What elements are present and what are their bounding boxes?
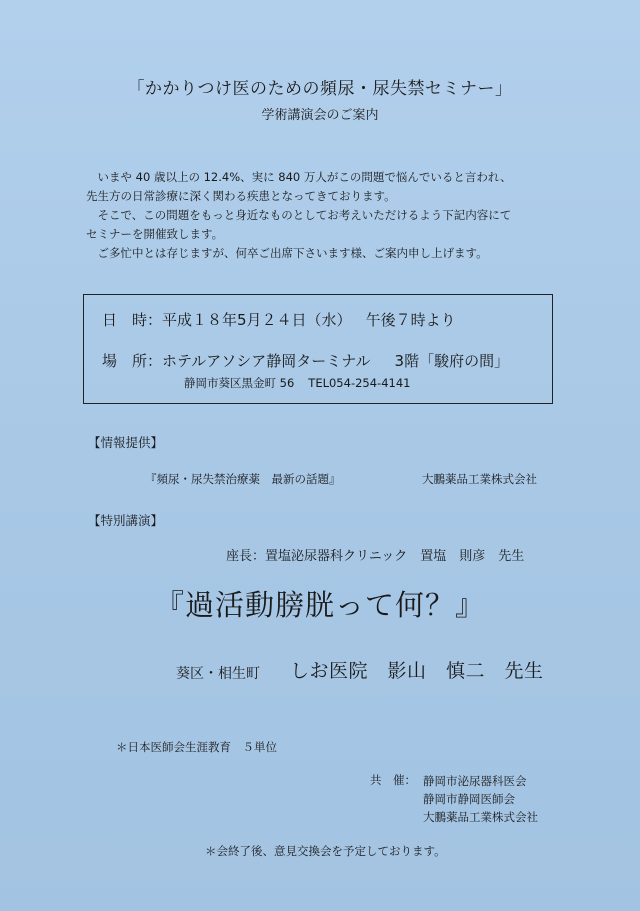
place-room: 3階「駿府の間」 <box>394 352 510 370</box>
time-value: 午後７時より <box>365 311 456 329</box>
footer-note: ＊会終了後、意見交換会を予定しております。 <box>205 844 446 858</box>
intro-line: セミナーを開催致します。 <box>86 227 224 241</box>
lecturer-name: しお医院 影山 慎二 先生 <box>290 660 544 682</box>
cme-credit: ＊日本医師会生涯教育 ５単位 <box>116 740 277 754</box>
cohost-label: 共 催： <box>370 773 416 787</box>
info-topic: 『頻尿・尿失禁治療薬 最新の話題』 <box>145 472 341 486</box>
intro-line: いまや 40 歳以上の 12.4%、実に 840 万人がこの問題で悩んでいると言われ、 <box>86 170 512 184</box>
address-row <box>184 375 410 391</box>
date-value: 平成１８年5月２４日（水） <box>162 311 352 329</box>
info-heading: 【情報提供】 <box>88 435 164 450</box>
intro-line: 先生方の日常診療に深く関わる疾患となってきております。 <box>86 189 396 203</box>
intro-line: ご多忙中とは存じますが、何卒ご出席下さいます様、ご案内申し上げます。 <box>86 246 488 260</box>
seminar-title: 「かかりつけ医のための頻尿・尿失禁セミナー」 <box>127 79 513 99</box>
info-company: 大鵬薬品工業株式会社 <box>422 472 537 486</box>
cohost-item: 静岡市静岡医師会 <box>423 792 515 806</box>
cohost-list <box>423 772 538 826</box>
lecturer-area: 葵区・相生町 <box>176 666 260 682</box>
address: 静岡市葵区黒金町 56 <box>184 376 295 390</box>
lecture-title: 『過活動膀胱って何？』 <box>154 588 485 622</box>
cohost-item: 大鵬薬品工業株式会社 <box>423 810 538 824</box>
special-lecture-heading: 【特別講演】 <box>88 513 164 528</box>
place-label: 場 所： <box>102 352 163 370</box>
intro-paragraph <box>86 168 586 263</box>
seminar-subtitle: 学術講演会のご案内 <box>261 108 379 123</box>
chairperson: 座長：置塩泌尿器科クリニック 置塩 則彦 先生 <box>226 549 525 564</box>
telephone: TEL054-254-4141 <box>308 376 411 390</box>
intro-line: そこで、この問題をもっと身近なものとしてお考えいただけるよう下記内容にて <box>86 208 512 222</box>
place-value: ホテルアソシア静岡ターミナル <box>162 352 371 370</box>
place-row <box>102 350 509 371</box>
event-details-box <box>83 294 553 404</box>
cohost-item: 静岡市泌尿器科医会 <box>423 774 527 788</box>
date-row <box>102 309 456 330</box>
date-label: 日 時： <box>102 311 163 329</box>
